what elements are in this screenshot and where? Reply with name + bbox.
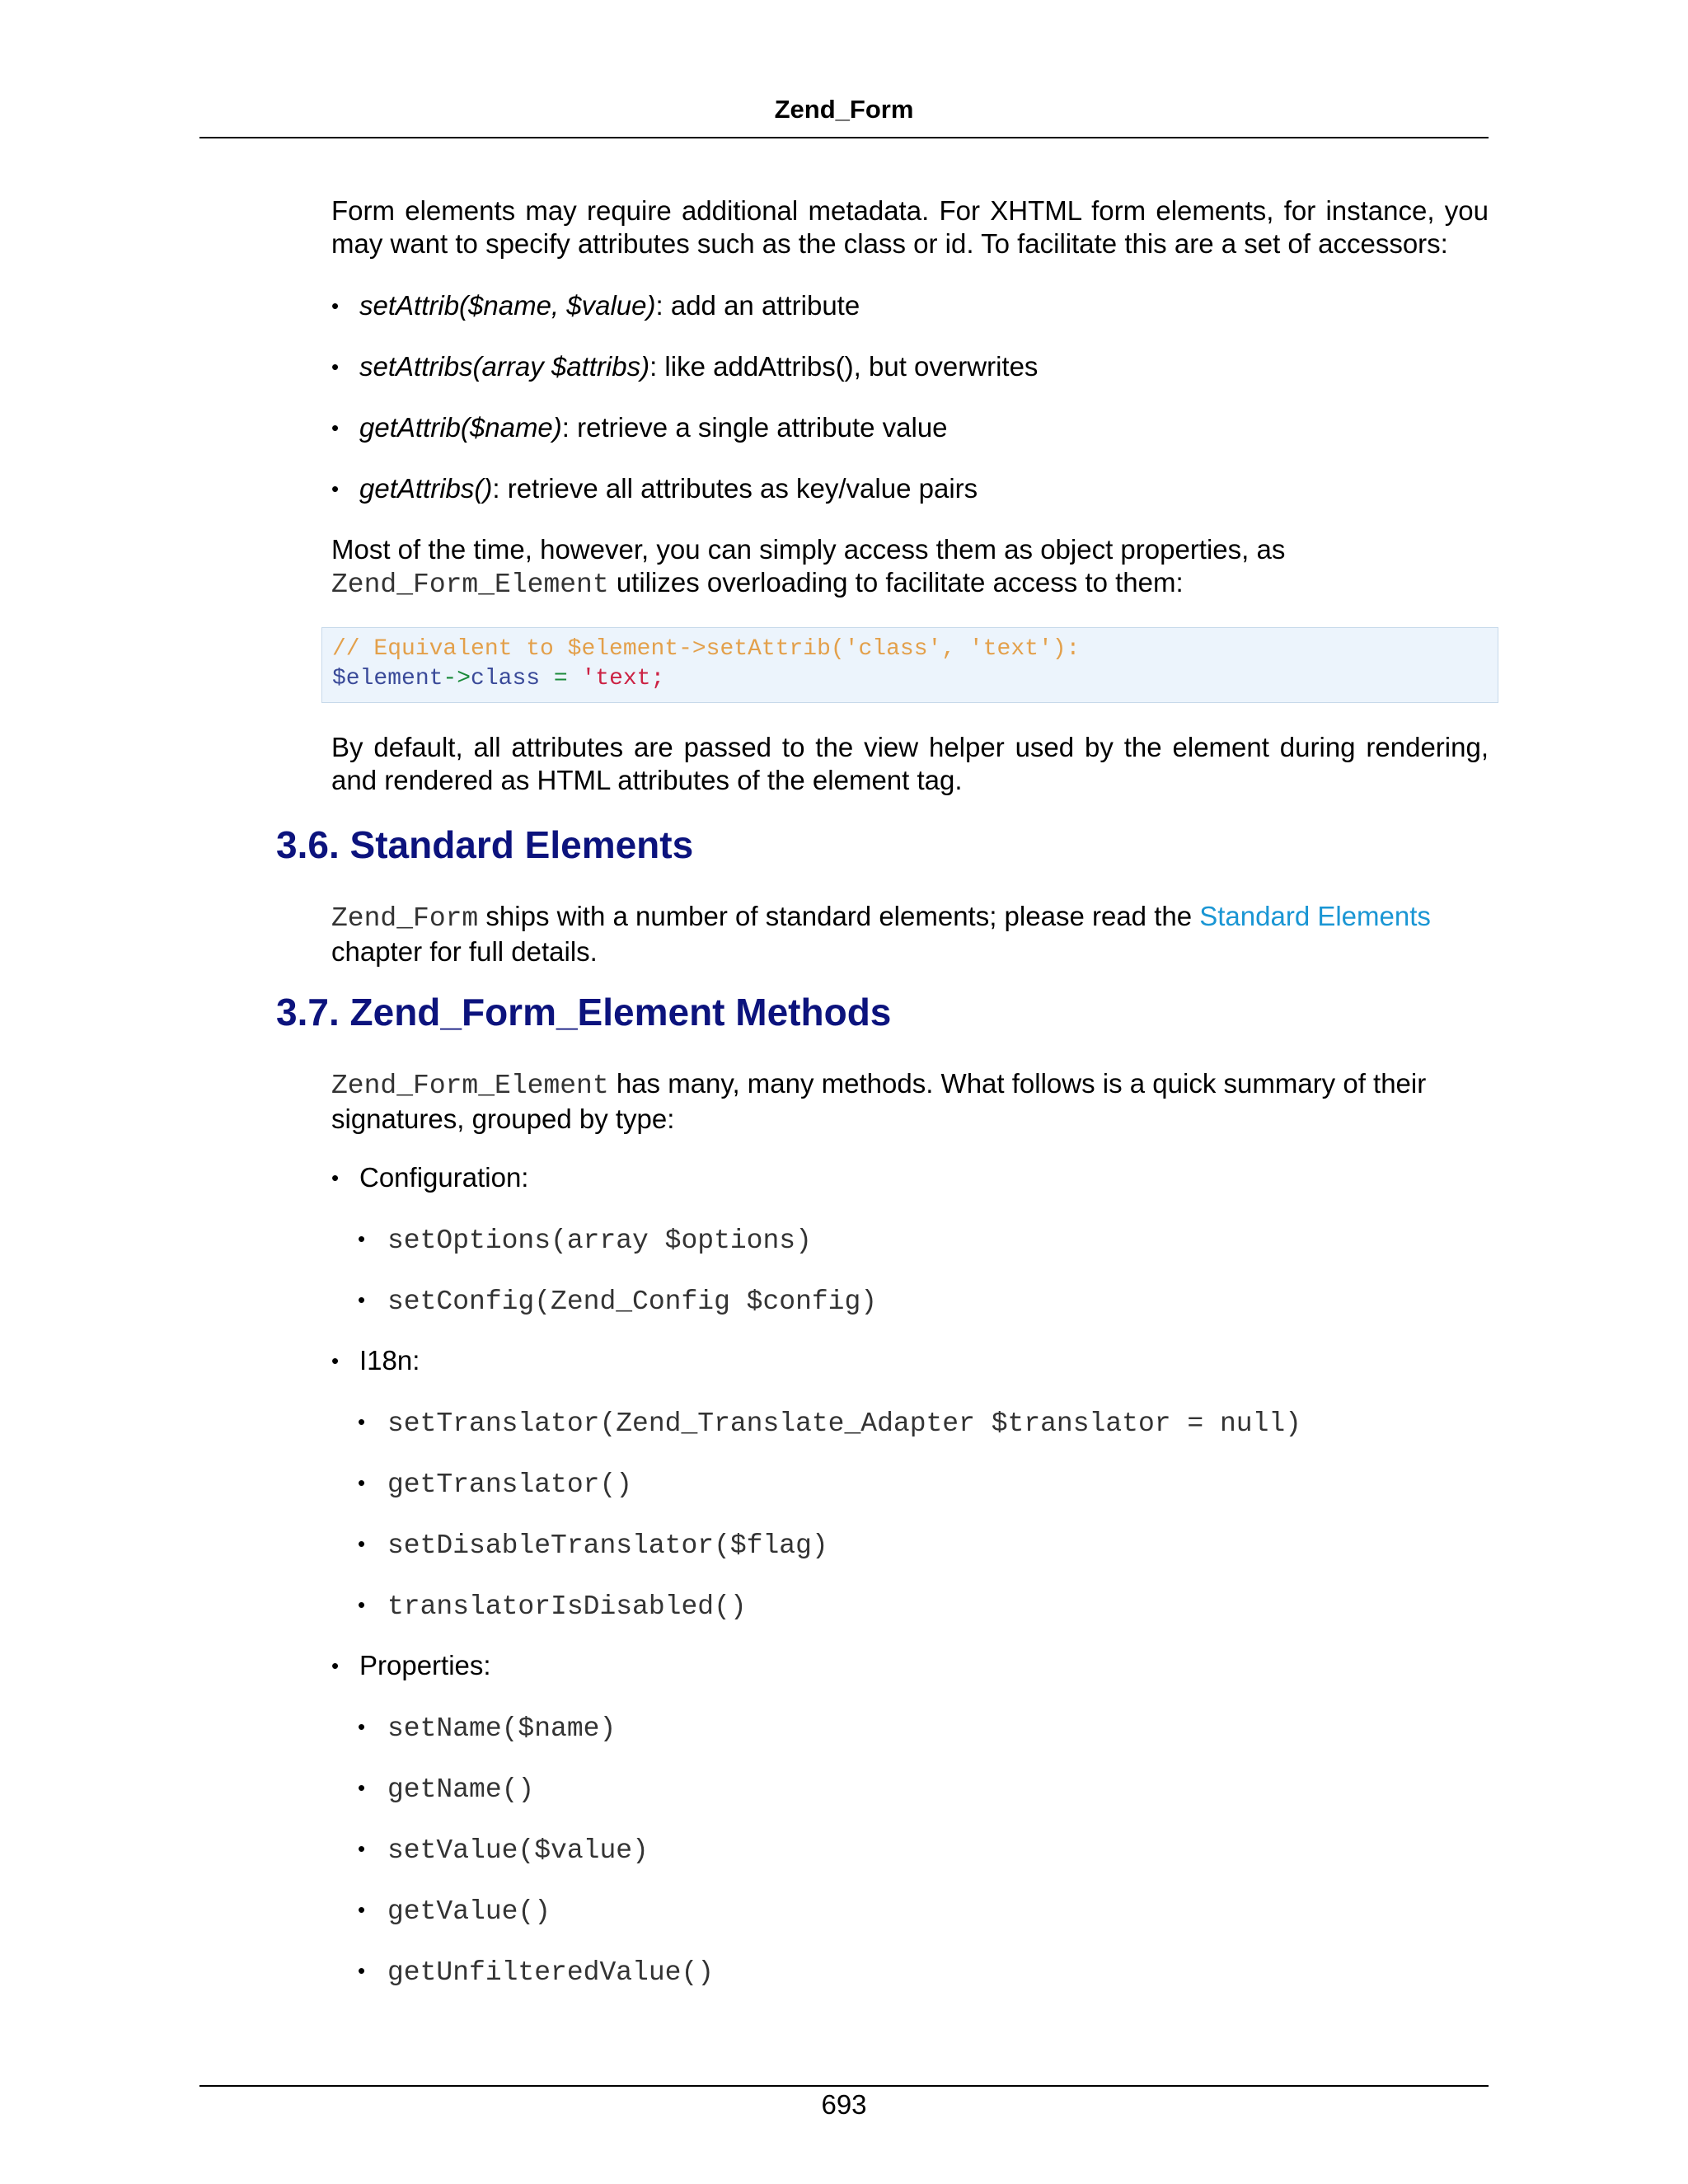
bullet-icon: • [331, 476, 340, 501]
list-item [358, 1771, 535, 1807]
code-string: 'text; [581, 666, 665, 691]
paragraph-text: chapter for full details. [331, 936, 598, 967]
methods-intro-paragraph [331, 1067, 1489, 1136]
method-signature: setName($name) [387, 1713, 617, 1744]
method-signature: getAttrib($name) [359, 412, 562, 443]
method-signature: setAttrib($name, $value) [359, 290, 656, 321]
header-rule [199, 137, 1489, 138]
list-item [358, 1283, 878, 1319]
footer-rule [199, 2085, 1489, 2087]
intro-paragraph: Form elements may require additional metadata. For XHTML form elements, for instance, you may want to specify attributes such as the class or id. To facilitate this are a set of accessors: [331, 195, 1489, 259]
bullet-icon: • [358, 1775, 366, 1800]
overload-text-1: Most of the time, however, you can simply access them as object properties, as [331, 534, 1286, 565]
method-signature: getUnfilteredValue() [387, 1957, 715, 1988]
paragraph-text: has many, many methods. What follows is a quick summary of their [608, 1068, 1427, 1099]
group-configuration [331, 1161, 529, 1194]
method-signature: getAttribs() [359, 473, 493, 504]
list-item [331, 472, 978, 505]
method-signature: setOptions(array $options) [387, 1226, 812, 1256]
default-paragraph: By default, all attributes are passed to the view helper used by the element during rendering, and rendered as HTML attributes of the element tag. [331, 732, 1489, 795]
bullet-icon: • [331, 354, 340, 379]
list-item [331, 411, 948, 444]
bullet-icon: • [358, 1531, 366, 1556]
list-item [358, 1832, 649, 1868]
overload-paragraph [331, 533, 1489, 602]
code-comment: // Equivalent to $element->setAttrib('class', 'text'): [332, 636, 1081, 662]
method-signature: setConfig(Zend_Config $config) [387, 1286, 878, 1317]
bullet-icon: • [358, 1714, 366, 1739]
group-label: Properties: [359, 1650, 491, 1680]
list-item [358, 1222, 812, 1258]
list-item [358, 1405, 1301, 1441]
bullet-icon: • [358, 1409, 366, 1434]
inline-code: Zend_Form_Element [331, 569, 609, 600]
list-item [358, 1588, 747, 1624]
inline-code: Zend_Form [331, 903, 479, 934]
code-block [321, 627, 1498, 703]
list-item [358, 1893, 551, 1929]
overload-text-2: utilizes overloading to facilitate access to them: [608, 567, 1184, 598]
list-item [358, 1527, 828, 1563]
bullet-icon: • [331, 1653, 340, 1678]
paragraph-text: ships with a number of standard elements; please read the [478, 901, 1200, 931]
method-signature: translatorIsDisabled() [387, 1591, 747, 1622]
code-arrow: -> [443, 666, 471, 691]
code-line [332, 664, 1498, 694]
code-operator: = [540, 666, 582, 691]
bullet-icon: • [358, 1897, 366, 1922]
method-signature: setValue($value) [387, 1835, 649, 1866]
standard-elements-paragraph [331, 900, 1489, 968]
method-signature: getTranslator() [387, 1469, 633, 1500]
method-description: : retrieve a single attribute value [561, 412, 948, 443]
group-label: I18n: [359, 1345, 420, 1376]
list-item [331, 350, 1039, 383]
method-signature: setAttribs(array $attribs) [359, 351, 650, 382]
group-label: Configuration: [359, 1162, 529, 1193]
bullet-icon: • [331, 415, 340, 440]
bullet-icon: • [358, 1470, 366, 1495]
bullet-icon: • [358, 1226, 366, 1251]
group-i18n [331, 1344, 420, 1377]
method-signature: getValue() [387, 1896, 551, 1927]
paragraph-text: signatures, grouped by type: [331, 1104, 675, 1134]
bullet-icon: • [331, 1165, 340, 1190]
bullet-icon: • [358, 1958, 366, 1983]
code-property: class [471, 666, 541, 691]
method-signature: setDisableTranslator($flag) [387, 1530, 828, 1561]
bullet-icon: • [358, 1836, 366, 1861]
method-description: : add an attribute [655, 290, 860, 321]
bullet-icon: • [331, 1348, 340, 1373]
method-description: : like addAttribs(), but overwrites [649, 351, 1039, 382]
method-signature: getName() [387, 1774, 535, 1805]
bullet-icon: • [358, 1592, 366, 1617]
list-item [358, 1954, 715, 1990]
inline-code: Zend_Form_Element [331, 1071, 609, 1101]
code-variable: $element [332, 666, 443, 691]
method-description: : retrieve all attributes as key/value pairs [492, 473, 978, 504]
standard-elements-link[interactable]: Standard Elements [1199, 901, 1431, 931]
bullet-icon: • [331, 293, 340, 318]
list-item [331, 289, 860, 322]
list-item [358, 1466, 633, 1502]
method-signature: setTranslator(Zend_Translate_Adapter $translator = null) [387, 1408, 1301, 1439]
bullet-icon: • [358, 1287, 366, 1312]
group-properties [331, 1649, 491, 1682]
section-heading-3-7: 3.7. Zend_Form_Element Methods [276, 991, 892, 1033]
section-heading-3-6: 3.6. Standard Elements [276, 823, 694, 866]
list-item [358, 1710, 617, 1746]
header-title: Zend_Form [774, 95, 914, 124]
page-number: 693 [821, 2089, 867, 2120]
